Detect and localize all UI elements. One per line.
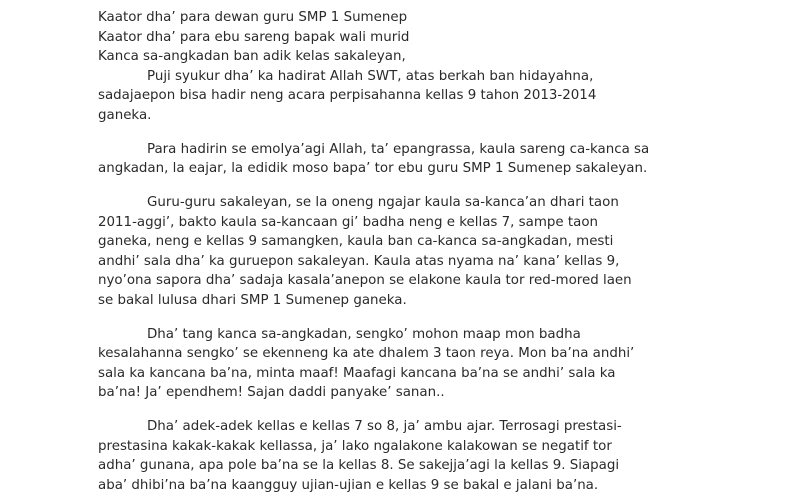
paragraph-line: sadajaepon bisa hadir neng acara perpisahanna kellas 9 tahon 2013-2014	[98, 88, 597, 103]
paragraph-line: kesalahanna sengko’ se ekenneng ka ate dhalem 3 taon reya. Mon ba’na andhi’	[98, 346, 635, 361]
paragraph-line: ganeka.	[98, 107, 152, 123]
paragraph-classmates	[98, 325, 718, 403]
greeting-line-teachers: Kaator dha’ para dewan guru SMP 1 Sumenep	[98, 10, 408, 25]
paragraph-teachers	[98, 193, 718, 310]
paragraph-audience	[98, 140, 718, 179]
paragraph-line: Guru-guru sakaleyan, se la oneng ngajar kaula sa-kanca’an dhari taon	[147, 195, 619, 210]
paragraph-line: sala ka kancana ba’na, minta maaf! Maafagi kancana ba’na se andhi’ sala ka	[98, 365, 616, 381]
paragraph-line: nyo’ona sapora dha’ sadaja kasala’anepon se elakone kaula tor red-mored laen	[98, 273, 632, 288]
paragraph-juniors	[98, 417, 718, 495]
paragraph-line: angkadan, la eajar, la edidik moso bapa’ tor ebu guru SMP 1 Sumenep sakaleyan.	[98, 161, 648, 176]
paragraph-line: adha’ gunana, apa pole ba’na se la kellas 8. Se sakejja’agi la kellas 9. Siapagi	[98, 458, 620, 473]
paragraph-line: Para hadirin se emolya’agi Allah, ta’ epangrassa, kaula sareng ca-kanca sa	[147, 141, 650, 157]
paragraph-line: andhi’ sala dha’ ka guruepon sakaleyan. Kaula atas nyama na’ kana’ kellas 9,	[98, 253, 620, 269]
greeting-line-parents: Kaator dha’ para ebu sareng bapak wali murid	[98, 29, 410, 45]
paragraph-line: Puji syukur dha’ ka hadirat Allah SWT, atas berkah ban hidayahna,	[147, 68, 594, 84]
paragraph-line: se bakal lulusa dhari SMP 1 Sumenep ganeka.	[98, 292, 407, 308]
paragraph-line: aba’ dhibi’na ba’na kaangguy ujian-ujian e kellas 9 se bakal e jalani ba’na.	[98, 477, 599, 493]
greeting-line-friends: Kanca sa-angkadan ban adik kelas sakaleyan,	[98, 49, 406, 64]
paragraph-line: Dha’ adek-adek kellas e kellas 7 so 8, ja’ ambu ajar. Terrosagi prestasi-	[147, 419, 622, 434]
paragraph-line: ganeka, neng e kellas 9 samangken, kaula ban ca-kanca sa-angkadan, mesti	[98, 234, 614, 249]
paragraph-line: 2011-aggi’, bakto kaula sa-kancaan gi’ badha neng e kellas 7, sampe taon	[98, 214, 599, 230]
paragraph-line: ba’na! Ja’ ependhem! Sajan daddi panyake’ sanan..	[98, 385, 445, 400]
paragraph-line: Dha’ tang kanca sa-angkadan, sengko’ mohon maap mon badha	[147, 326, 581, 342]
letter-body	[98, 8, 718, 500]
paragraph-line: prestasina kakak-kakak kellassa, ja’ lako ngalakone kalakowan se negatif tor	[98, 438, 612, 454]
paragraph-thanks	[98, 67, 718, 126]
